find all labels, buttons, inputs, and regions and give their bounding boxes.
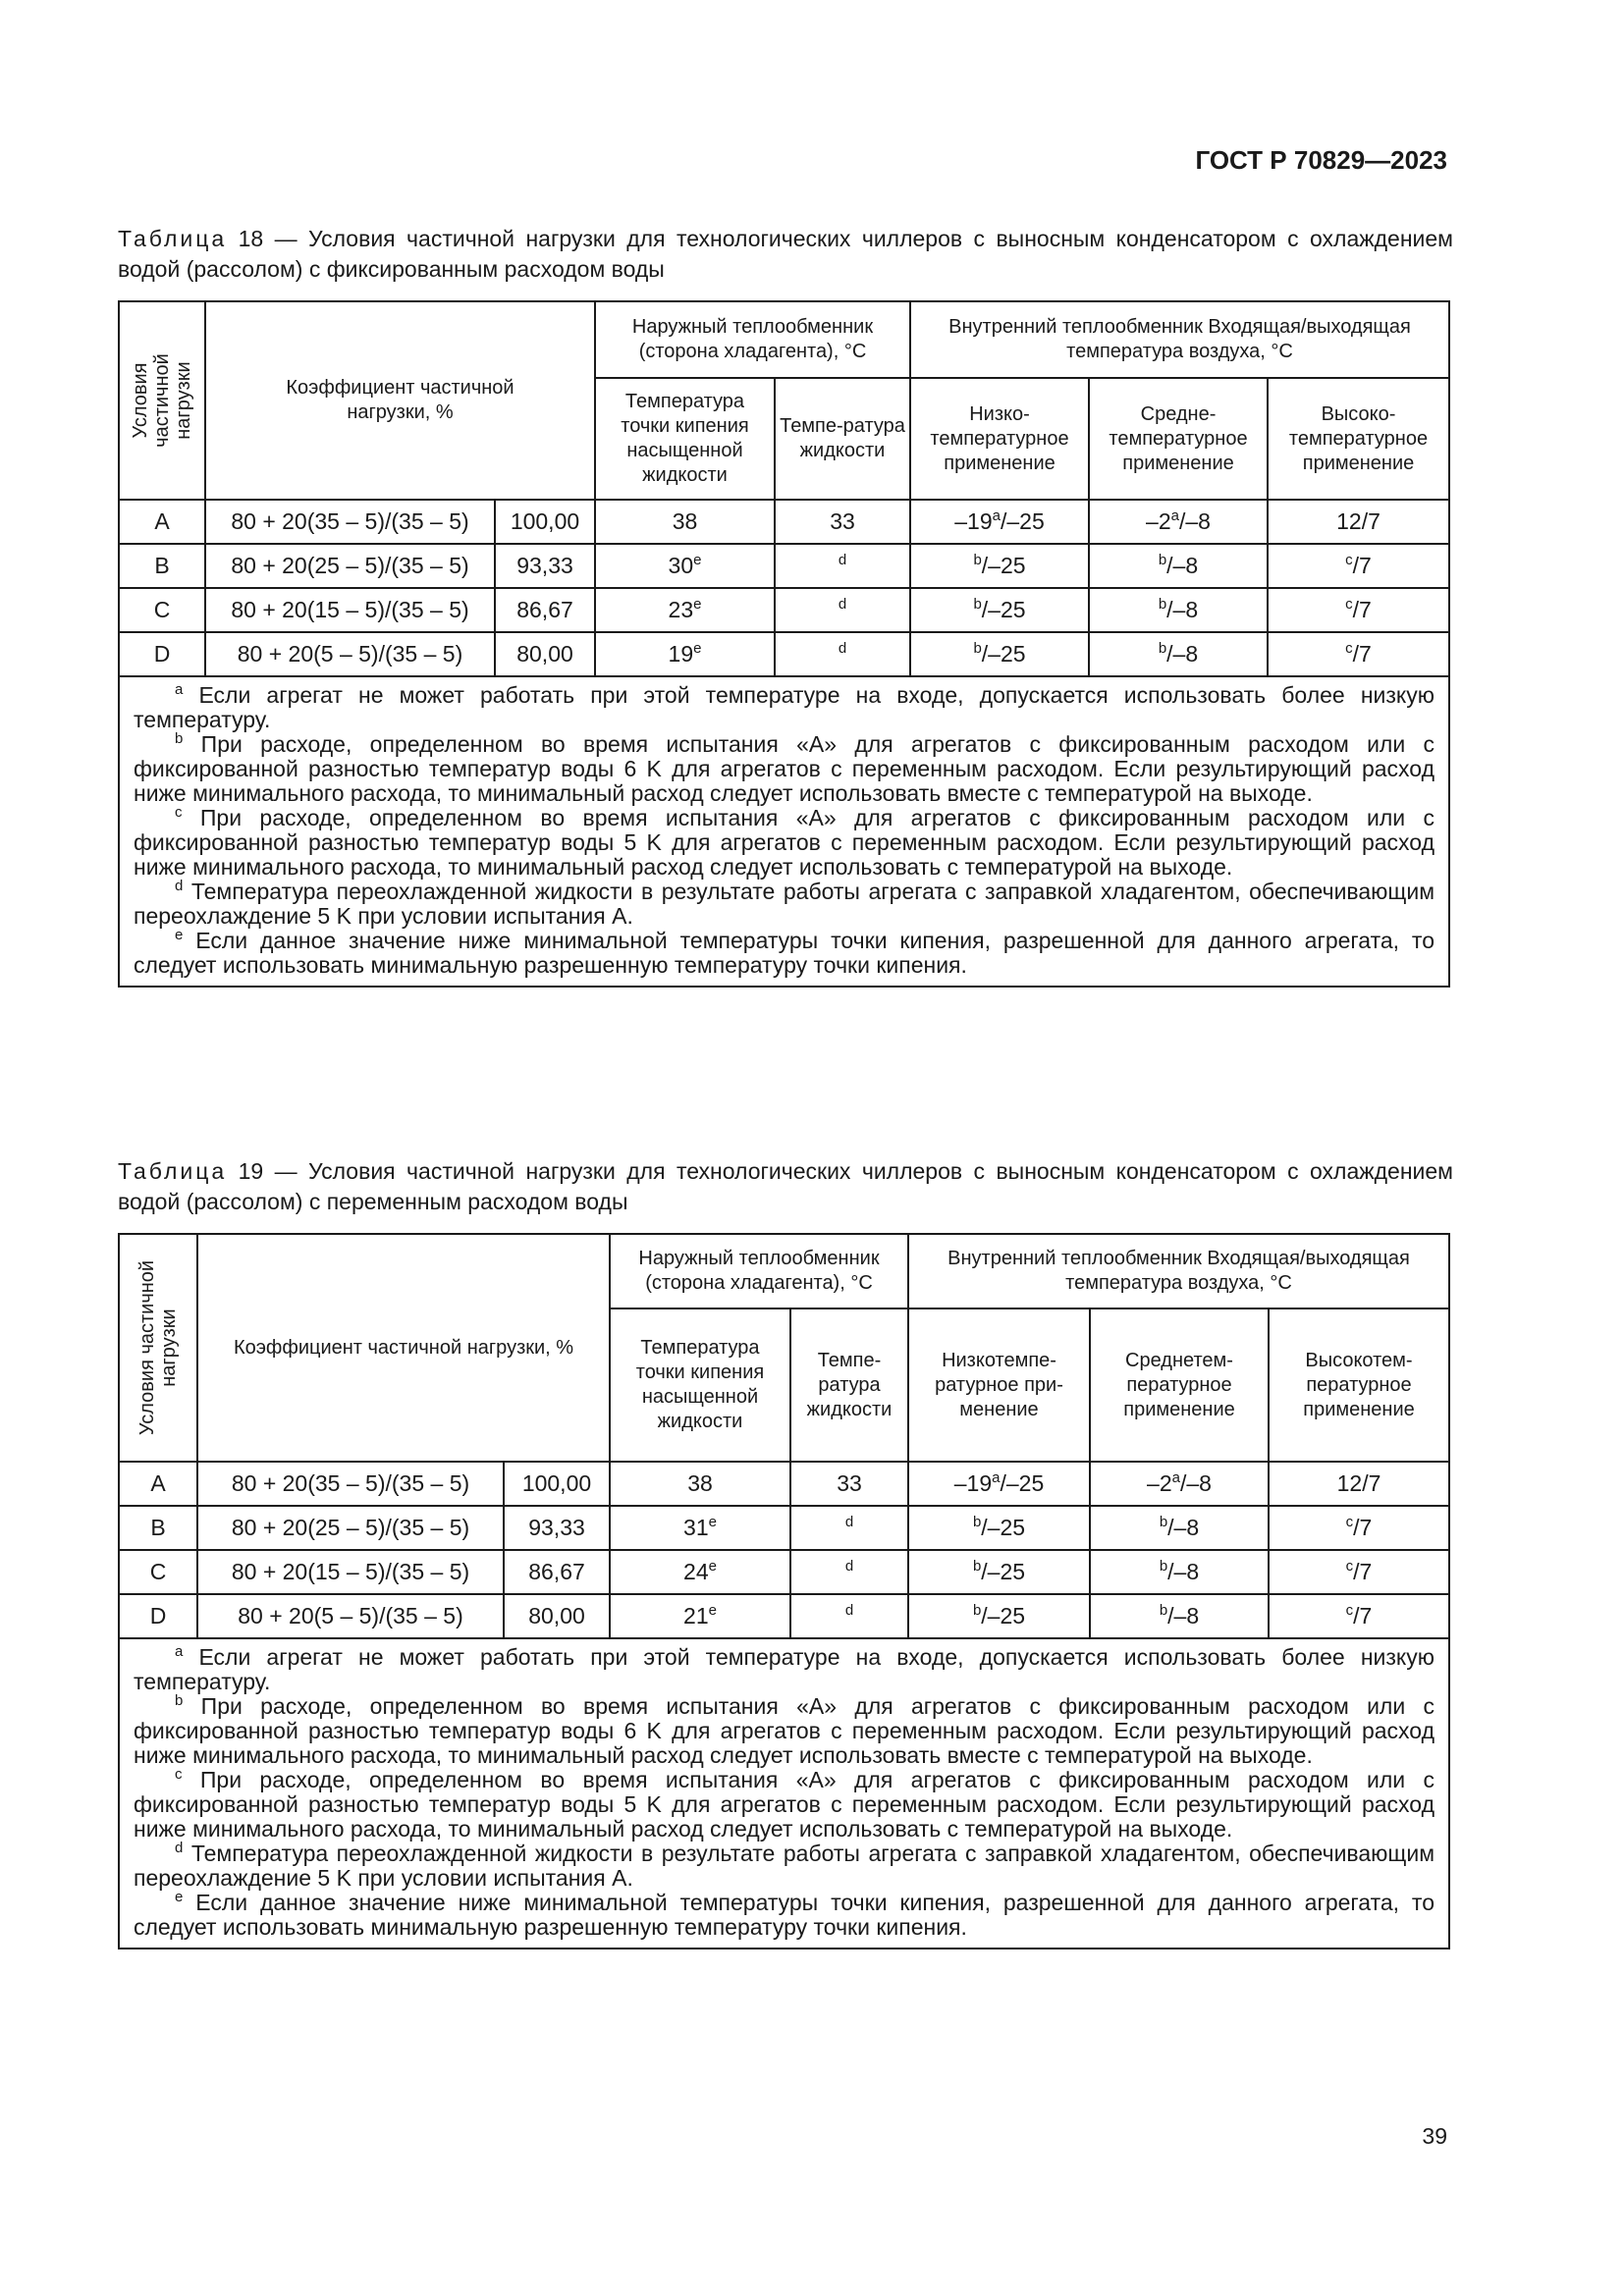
cell-high-temp	[1268, 500, 1449, 544]
cell-condition	[119, 1550, 197, 1594]
cell-liquid	[790, 1462, 908, 1506]
cell-condition	[119, 544, 205, 588]
cell-low-temp	[910, 544, 1089, 588]
header-coefficient: Коэффициент частичной нагрузки, %	[197, 1234, 610, 1462]
cell-condition	[119, 500, 205, 544]
cell-liquid	[775, 544, 910, 588]
cell-text: 33	[837, 1470, 862, 1496]
cell-text: D	[153, 641, 171, 667]
footnote-ref: b	[1158, 596, 1167, 613]
table-body	[119, 1462, 1449, 1638]
footnote-ref: c	[1345, 1602, 1354, 1619]
cell-high-temp	[1268, 632, 1449, 676]
footnote-mark: a	[175, 1643, 184, 1660]
partial-load-table	[118, 300, 1450, 988]
footnote-ref: c	[1345, 1558, 1354, 1575]
cell-text: /7	[1353, 1515, 1373, 1540]
footnote-text: Если агрегат не может работать при этой температуре на входе, допускается использовать более низкую температуру.	[134, 1644, 1435, 1694]
footnote-text: Если данное значение ниже минимальной температуры точки кипения, разрешенной для данного агрегата, то следует использовать минимальную разрешенную температуру точки кипения.	[134, 1890, 1435, 1940]
cell-high-temp	[1269, 1550, 1449, 1594]
header-conditions-label: Условия частичной нагрузки	[136, 1259, 180, 1436]
cell-boiling	[610, 1462, 790, 1506]
footnote-ref: a	[1170, 507, 1179, 524]
table-row	[119, 588, 1449, 632]
cell-text: 80 + 20(5 – 5)/(35 – 5)	[237, 641, 463, 667]
footnote-ref: e	[708, 1558, 717, 1575]
footnote-ref: e	[693, 596, 702, 613]
footnote-ref: e	[693, 640, 702, 657]
cell-text: /–8	[1167, 1515, 1200, 1540]
footnote-ref: b	[973, 596, 982, 613]
table-notes	[119, 1638, 1449, 1949]
table-caption	[118, 1156, 1453, 1217]
header-liquid-temp: Темпе-ратура жидкости	[790, 1308, 908, 1462]
footnote-ref: e	[708, 1602, 717, 1619]
table-row	[119, 544, 1449, 588]
cell-percent	[504, 1550, 610, 1594]
cell-text: /–8	[1166, 641, 1199, 667]
cell-text: 80 + 20(5 – 5)/(35 – 5)	[238, 1603, 463, 1629]
cell-boiling	[595, 588, 775, 632]
table-row	[119, 632, 1449, 676]
table-caption-label: Таблица	[118, 1158, 228, 1184]
cell-text: 80 + 20(25 – 5)/(35 – 5)	[231, 553, 469, 578]
footnote-indent	[134, 1841, 175, 1866]
notes-list	[134, 1645, 1435, 1940]
cell-liquid	[790, 1594, 908, 1638]
cell-liquid	[775, 632, 910, 676]
footnote-ref: d	[838, 596, 847, 613]
cell-mid-temp	[1090, 1594, 1269, 1638]
footnote-text: При расходе, определенном во время испытания «A» для агрегатов с фиксированным расходом или с фиксированной разностью температур воды 5 K для агрегатов с переменным расходом. Если результирующий расход ниже минимального расхода, то минимальный расход следует использовать с температурой на выходе.	[134, 1767, 1435, 1842]
footnote-mark: b	[175, 730, 184, 747]
cell-text: 100,00	[521, 1470, 592, 1496]
table-caption-label: Таблица	[118, 226, 228, 251]
cell-condition	[119, 1594, 197, 1638]
footnote-indent	[134, 1644, 175, 1670]
footnote-ref: d	[838, 640, 847, 657]
cell-text: 12/7	[1336, 508, 1380, 534]
cell-high-temp	[1268, 588, 1449, 632]
footnote-ref: c	[1345, 596, 1353, 613]
cell-text: –19	[954, 508, 993, 534]
cell-low-temp	[908, 1550, 1090, 1594]
cell-text: /7	[1352, 597, 1372, 622]
footnote	[134, 880, 1435, 929]
table-caption-text: 18 — Условия частичной нагрузки для технологических чиллеров с выносным конденсатором с охлаждением водой (рассолом) с фиксированным расходом воды	[118, 226, 1453, 282]
cell-text: /–25	[981, 553, 1026, 578]
cell-low-temp	[908, 1594, 1090, 1638]
cell-percent	[495, 588, 595, 632]
cell-text: /7	[1353, 1559, 1373, 1584]
footnote-text: При расходе, определенном во время испытания «A» для агрегатов с фиксированным расходом или с фиксированной разностью температур воды 5 K для агрегатов с переменным расходом. Если результирующий расход ниже минимального расхода, то минимальный расход следует использовать с температурой на выходе.	[134, 805, 1435, 880]
footnote-mark: d	[175, 1840, 184, 1856]
footnote-indent	[134, 1693, 175, 1719]
cell-text: 33	[830, 508, 855, 534]
cell-boiling	[610, 1506, 790, 1550]
cell-low-temp	[908, 1462, 1090, 1506]
cell-liquid	[790, 1550, 908, 1594]
footnote-ref: c	[1345, 640, 1353, 657]
header-mid-temp: Средне-температурное применение	[1089, 378, 1268, 500]
cell-text: /–25	[981, 641, 1026, 667]
cell-condition	[119, 1506, 197, 1550]
footnote-ref: a	[992, 1469, 1001, 1486]
footnote-mark: e	[175, 927, 184, 943]
cell-text: A	[154, 508, 170, 534]
cell-text: 80,00	[516, 641, 573, 667]
footnote-indent	[134, 879, 175, 904]
cell-text: 24	[683, 1559, 709, 1584]
footnote-indent	[134, 731, 175, 757]
notes-list	[134, 683, 1435, 978]
cell-text: –2	[1147, 1470, 1172, 1496]
footnote-ref: d	[838, 552, 847, 568]
footnote-text: Если данное значение ниже минимальной температуры точки кипения, разрешенной для данного агрегата, то следует использовать минимальную разрешенную температуру точки кипения.	[134, 928, 1435, 978]
footnote	[134, 929, 1435, 978]
table-row	[119, 1462, 1449, 1506]
cell-percent	[504, 1462, 610, 1506]
footnote	[134, 683, 1435, 732]
header-liquid-temp: Темпе-ратура жидкости	[775, 378, 910, 500]
cell-text: 80,00	[528, 1603, 585, 1629]
footnote-ref: a	[1171, 1469, 1180, 1486]
cell-text: –2	[1146, 508, 1171, 534]
footnote	[134, 1645, 1435, 1694]
header-boiling-temp: Температура точки кипения насыщенной жидкости	[610, 1308, 790, 1462]
cell-percent	[495, 632, 595, 676]
footnote	[134, 1842, 1435, 1891]
cell-text: 80 + 20(25 – 5)/(35 – 5)	[231, 1515, 470, 1540]
header-boiling-temp: Температура точки кипения насыщенной жидкости	[595, 378, 775, 500]
table-row	[119, 1506, 1449, 1550]
cell-text: 100,00	[510, 508, 580, 534]
footnote	[134, 1891, 1435, 1940]
cell-formula	[205, 632, 495, 676]
cell-text: B	[154, 553, 170, 578]
footnote-mark: c	[175, 1766, 183, 1783]
cell-text: 80 + 20(35 – 5)/(35 – 5)	[231, 1470, 470, 1496]
cell-low-temp	[908, 1506, 1090, 1550]
cell-text: B	[150, 1515, 166, 1540]
cell-text: /–8	[1167, 1559, 1200, 1584]
cell-liquid	[775, 500, 910, 544]
cell-mid-temp	[1089, 544, 1268, 588]
cell-text: 19	[668, 641, 694, 667]
cell-mid-temp	[1089, 588, 1268, 632]
cell-text: –19	[953, 1470, 993, 1496]
cell-formula	[197, 1594, 504, 1638]
footnote-ref: e	[708, 1514, 717, 1530]
footnote-ref: b	[1159, 1602, 1168, 1619]
cell-text: /–8	[1179, 1470, 1212, 1496]
cell-mid-temp	[1089, 500, 1268, 544]
cell-mid-temp	[1090, 1506, 1269, 1550]
cell-text: /–25	[1000, 1470, 1045, 1496]
cell-text: 86,67	[528, 1559, 585, 1584]
cell-text: 31	[683, 1515, 709, 1540]
footnote-ref: b	[973, 552, 982, 568]
cell-text: 23	[668, 597, 694, 622]
footnote-ref: b	[1159, 1514, 1168, 1530]
table-body	[119, 500, 1449, 676]
header-low-temp: Низкотемпе-ратурное при-менение	[908, 1308, 1090, 1462]
cell-text: /–8	[1166, 597, 1199, 622]
cell-high-temp	[1269, 1462, 1449, 1506]
cell-boiling	[610, 1594, 790, 1638]
cell-mid-temp	[1090, 1462, 1269, 1506]
table-caption	[118, 224, 1453, 285]
table-notes	[119, 676, 1449, 987]
cell-percent	[495, 544, 595, 588]
cell-text: /–25	[981, 1603, 1026, 1629]
cell-text: 80 + 20(15 – 5)/(35 – 5)	[231, 1559, 470, 1584]
cell-text: /–8	[1167, 1603, 1200, 1629]
cell-percent	[504, 1506, 610, 1550]
footnote-indent	[134, 1890, 175, 1915]
footnote-text: Если агрегат не может работать при этой температуре на входе, допускается использовать более низкую температуру.	[134, 682, 1435, 732]
cell-text: /–25	[981, 1559, 1026, 1584]
header-inner-exchanger: Внутренний теплообменник Входящая/выходящая температура воздуха, °С	[910, 301, 1449, 378]
cell-formula	[205, 588, 495, 632]
document-code: ГОСТ Р 70829—2023	[1195, 145, 1447, 175]
footnote-text: При расходе, определенном во время испытания «A» для агрегатов с фиксированным расходом или с фиксированной разностью температур воды 6 K для агрегатов с переменным расходом. Если результирующий расход ниже минимального расхода, то минимальный расход следует использовать вместе с температурой на выходе.	[134, 731, 1435, 806]
cell-text: 80 + 20(35 – 5)/(35 – 5)	[231, 508, 469, 534]
cell-mid-temp	[1089, 632, 1268, 676]
cell-condition	[119, 632, 205, 676]
cell-text: /–8	[1166, 553, 1199, 578]
header-conditions-label: Условия частичной нагрузки	[130, 353, 194, 448]
footnote	[134, 732, 1435, 806]
cell-percent	[495, 500, 595, 544]
footnote-text: Температура переохлажденной жидкости в результате работы агрегата с заправкой хладагентом, обеспечивающим переохлаждение 5 K при условии испытания A.	[134, 879, 1435, 929]
footnote-indent	[134, 928, 175, 953]
footnote-text: Температура переохлажденной жидкости в результате работы агрегата с заправкой хладагентом, обеспечивающим переохлаждение 5 K при условии испытания A.	[134, 1841, 1435, 1891]
footnote-indent	[134, 1767, 175, 1792]
header-high-temp: Высоко-температурное применение	[1268, 378, 1449, 500]
cell-text: /7	[1353, 1603, 1373, 1629]
cell-boiling	[595, 632, 775, 676]
header-low-temp: Низко-температурное применение	[910, 378, 1089, 500]
cell-text: /7	[1352, 553, 1372, 578]
footnote-ref: d	[844, 1558, 854, 1575]
cell-low-temp	[910, 632, 1089, 676]
cell-text: 38	[672, 508, 698, 534]
cell-boiling	[595, 544, 775, 588]
header-inner-exchanger: Внутренний теплообменник Входящая/выходящая температура воздуха, °С	[908, 1234, 1449, 1308]
cell-high-temp	[1269, 1506, 1449, 1550]
table-row	[119, 1550, 1449, 1594]
cell-formula	[197, 1550, 504, 1594]
cell-text: /–25	[1000, 508, 1045, 534]
cell-liquid	[775, 588, 910, 632]
header-mid-temp: Среднетем-пературное применение	[1090, 1308, 1269, 1462]
header-conditions	[119, 301, 205, 500]
cell-text: 21	[683, 1603, 709, 1629]
cell-low-temp	[910, 588, 1089, 632]
footnote-mark: a	[175, 681, 184, 698]
table-row	[119, 1594, 1449, 1638]
page-number: 39	[1422, 2123, 1447, 2149]
footnote-ref: b	[1159, 1558, 1168, 1575]
footnote	[134, 1694, 1435, 1768]
footnote-ref: b	[1158, 552, 1167, 568]
cell-text: 12/7	[1336, 1470, 1381, 1496]
footnote	[134, 806, 1435, 880]
footnote-text: При расходе, определенном во время испытания «A» для агрегатов с фиксированным расходом или с фиксированной разностью температур воды 6 K для агрегатов с переменным расходом. Если результирующий расход ниже минимального расхода, то минимальный расход следует использовать вместе с температурой на выходе.	[134, 1693, 1435, 1768]
cell-boiling	[610, 1550, 790, 1594]
cell-formula	[197, 1462, 504, 1506]
footnote-mark: b	[175, 1692, 184, 1709]
footnote-ref: a	[992, 507, 1001, 524]
header-high-temp: Высокотем-пературное применение	[1269, 1308, 1449, 1462]
cell-text: A	[150, 1470, 166, 1496]
cell-percent	[504, 1594, 610, 1638]
cell-formula	[205, 544, 495, 588]
cell-text: C	[153, 597, 171, 622]
header-coefficient: Коэффициент частичной нагрузки, %	[205, 301, 595, 500]
footnote-ref: d	[844, 1602, 854, 1619]
cell-text: 93,33	[528, 1515, 585, 1540]
cell-formula	[197, 1506, 504, 1550]
cell-condition	[119, 1462, 197, 1506]
header-outer-exchanger: Наружный теплообменник (сторона хладагента), °С	[595, 301, 910, 378]
cell-high-temp	[1268, 544, 1449, 588]
table-caption-text: 19 — Условия частичной нагрузки для технологических чиллеров с выносным конденсатором с охлаждением водой (рассолом) с переменным расходом воды	[118, 1158, 1453, 1214]
footnote-mark: c	[175, 804, 183, 821]
partial-load-table	[118, 1233, 1450, 1949]
footnote-mark: d	[175, 878, 184, 894]
footnote-ref: c	[1345, 1514, 1354, 1530]
footnote-ref: b	[972, 1602, 982, 1619]
cell-text: 80 + 20(15 – 5)/(35 – 5)	[231, 597, 469, 622]
footnote-indent	[134, 682, 175, 708]
cell-text: /7	[1352, 641, 1372, 667]
cell-low-temp	[910, 500, 1089, 544]
footnote-ref: c	[1345, 552, 1353, 568]
cell-text: /–8	[1178, 508, 1211, 534]
cell-condition	[119, 588, 205, 632]
cell-text: D	[149, 1603, 167, 1629]
footnote-indent	[134, 805, 175, 830]
footnote	[134, 1768, 1435, 1842]
cell-text: /–25	[981, 597, 1026, 622]
cell-text: C	[149, 1559, 167, 1584]
footnote-ref: d	[844, 1514, 854, 1530]
footnote-ref: b	[972, 1514, 982, 1530]
footnote-ref: e	[693, 552, 702, 568]
cell-high-temp	[1269, 1594, 1449, 1638]
footnote-mark: e	[175, 1889, 184, 1905]
cell-mid-temp	[1090, 1550, 1269, 1594]
cell-text: 93,33	[516, 553, 573, 578]
header-conditions	[119, 1234, 197, 1462]
cell-liquid	[790, 1506, 908, 1550]
cell-text: /–25	[981, 1515, 1026, 1540]
footnote-ref: b	[973, 640, 982, 657]
table-row	[119, 500, 1449, 544]
cell-text: 38	[687, 1470, 713, 1496]
header-outer-exchanger: Наружный теплообменник (сторона хладагента), °С	[610, 1234, 908, 1308]
cell-boiling	[595, 500, 775, 544]
footnote-ref: b	[972, 1558, 982, 1575]
cell-text: 86,67	[516, 597, 573, 622]
footnote-ref: b	[1158, 640, 1167, 657]
cell-text: 30	[668, 553, 694, 578]
cell-formula	[205, 500, 495, 544]
